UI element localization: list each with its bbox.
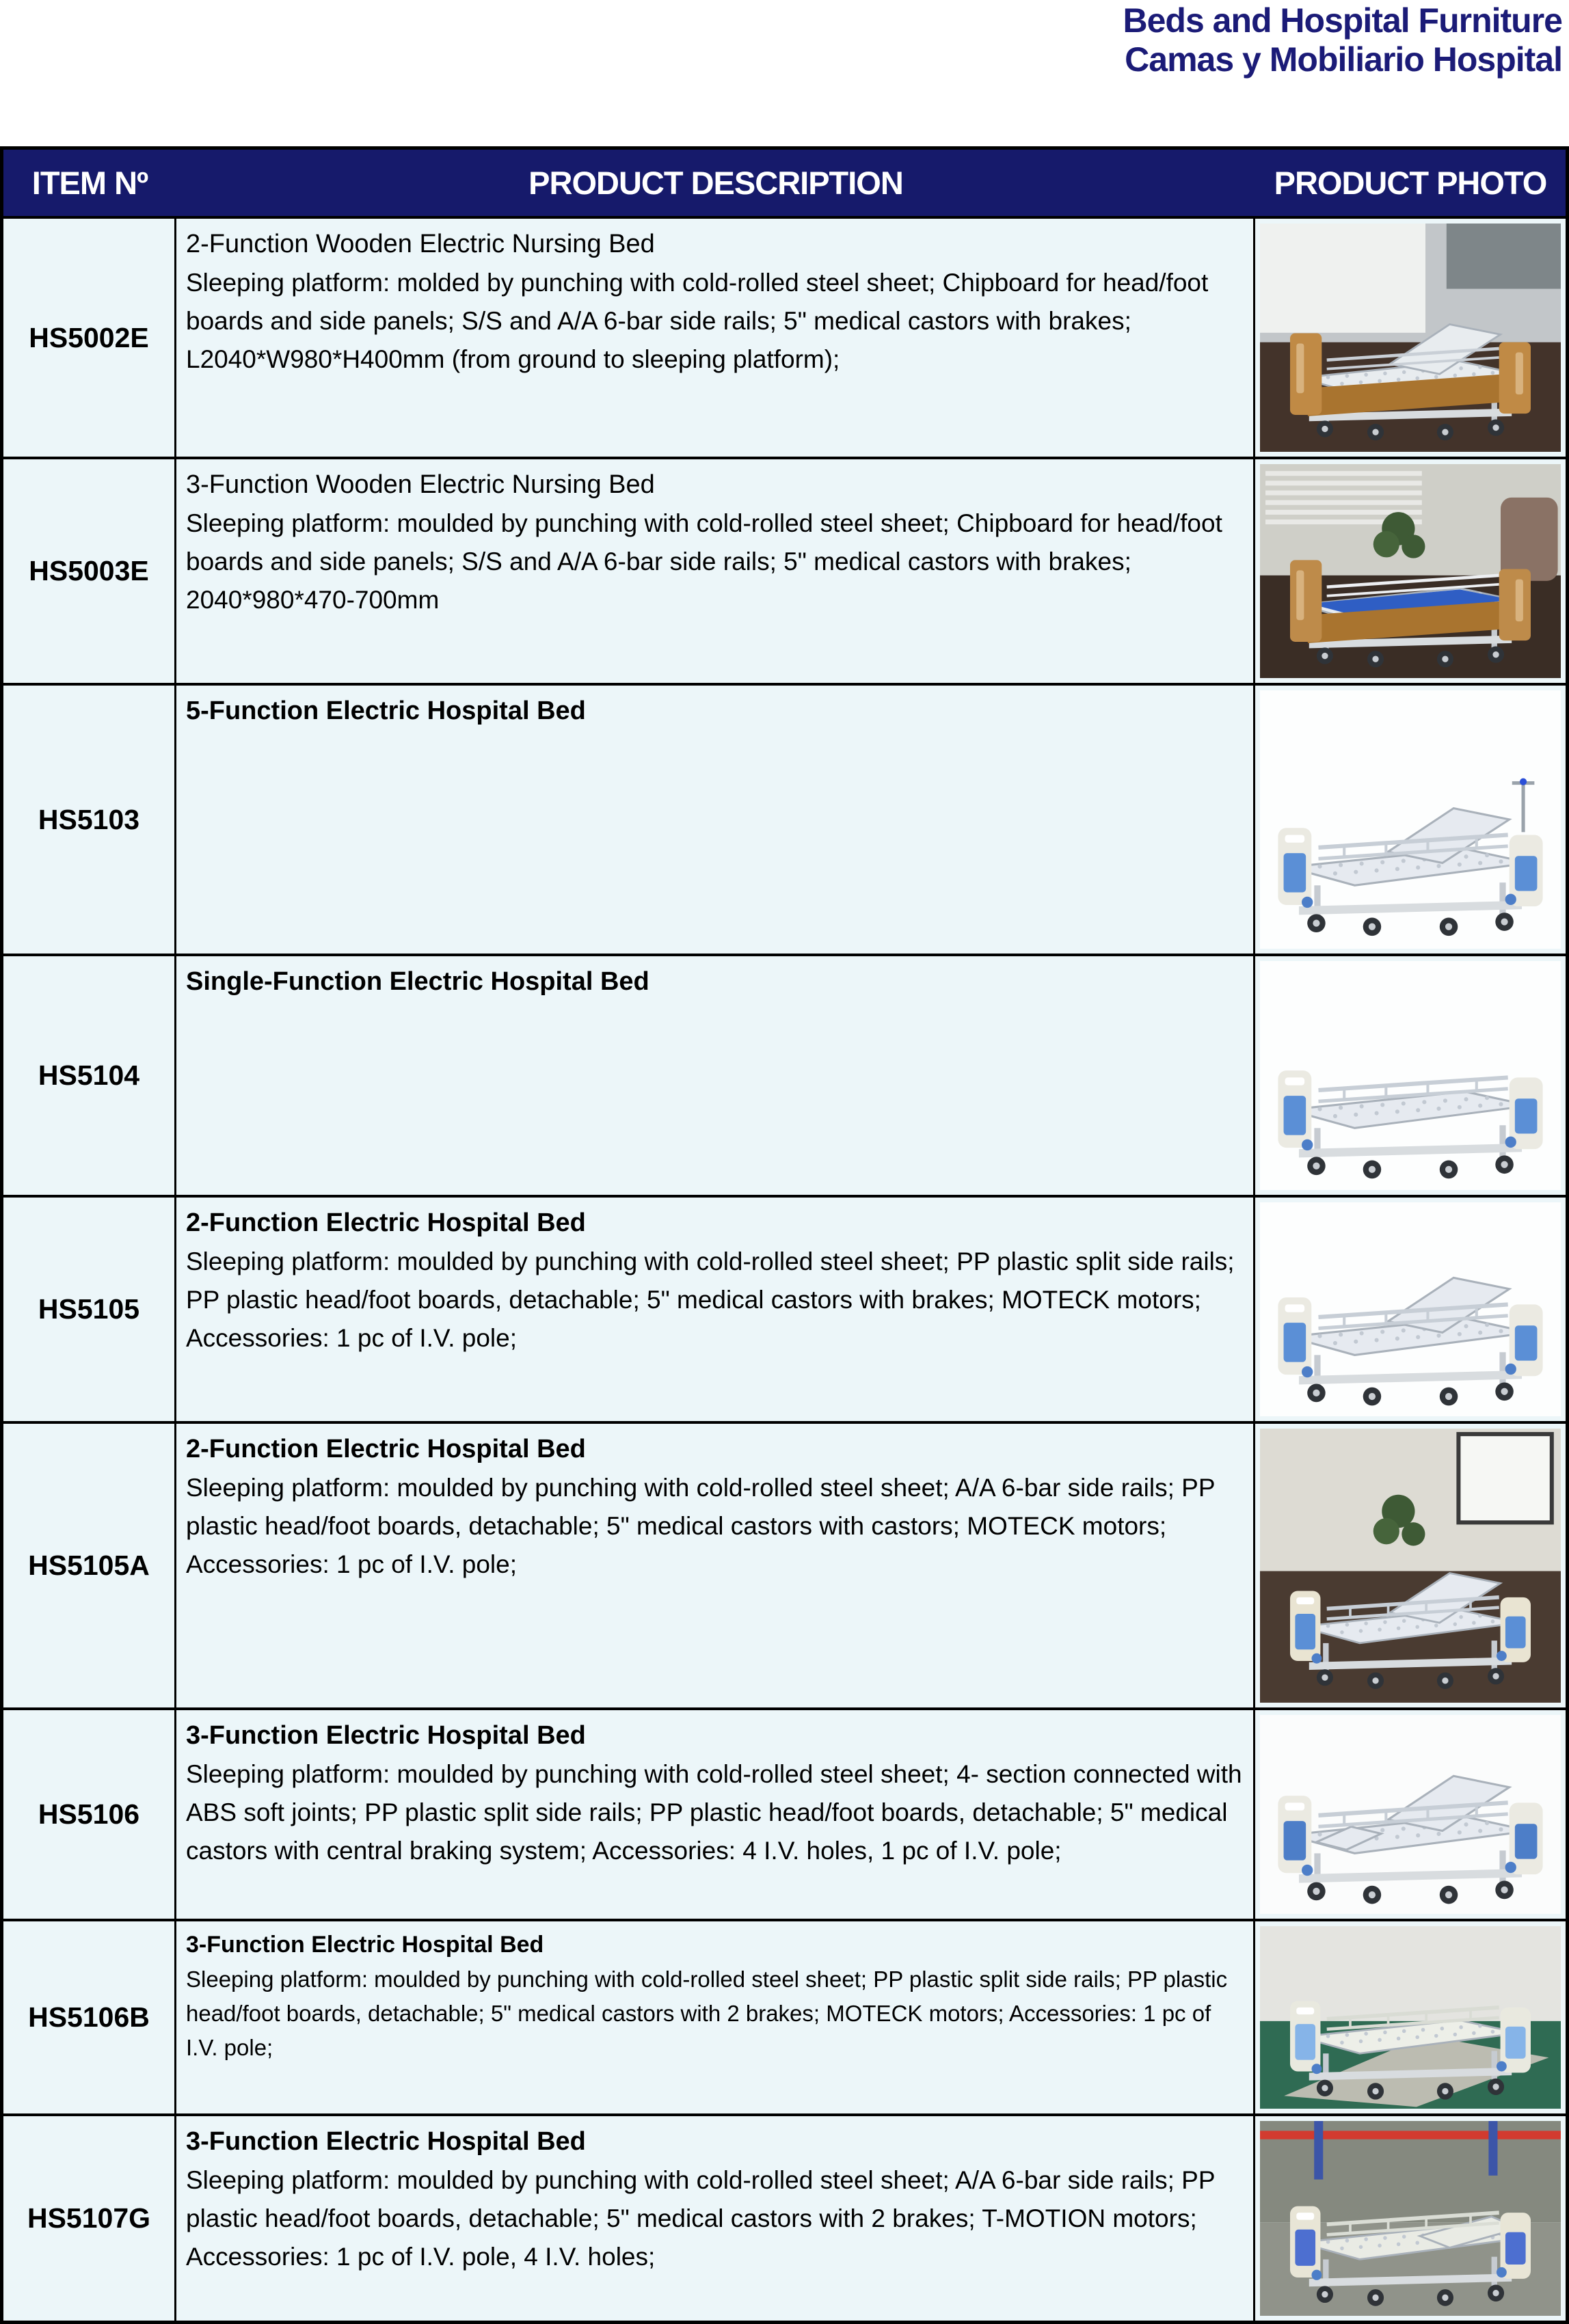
product-photo	[1260, 1202, 1561, 1416]
product-description-cell	[176, 219, 1255, 459]
product-photo-cell	[1255, 459, 1566, 686]
page-title-es: Camas y Mobiliario Hospital	[1125, 40, 1562, 79]
product-description-text: Sleeping platform: moulded by punching with cold-rolled steel sheet; Chipboard for head/foot boards and side panels; S/S and A/A 6-bar side rails; 5" medical castors with brakes; 2040*980*470-700mm	[186, 509, 1222, 614]
product-title: 2-Function Wooden Electric Nursing Bed	[186, 230, 655, 258]
product-row	[3, 2116, 1566, 2321]
page-title-en: Beds and Hospital Furniture	[1123, 1, 1562, 40]
product-row	[3, 219, 1566, 459]
product-row	[3, 459, 1566, 686]
product-description-text: Sleeping platform: moulded by punching with cold-rolled steel sheet; PP plastic split side rails; PP plastic head/foot boards, detachable; 5" medical castors with 2 brakes; MOTECK motors; Accessories: 1 pc of I.V. pole;	[186, 1967, 1228, 2060]
product-row	[3, 1424, 1566, 1710]
product-photo	[1260, 961, 1561, 1190]
product-description-text: Sleeping platform: molded by punching with cold-rolled steel sheet; Chipboard for head/foot boards and side panels; S/S and A/A 6-bar side rails; 5" medical castors with brakes; L2040*W980*H400mm (from ground to sleeping platform);	[186, 269, 1209, 373]
bed-illustration	[1260, 1429, 1561, 1703]
bed-illustration	[1260, 2121, 1561, 2316]
header-product-photo: PRODUCT PHOTO	[1255, 150, 1566, 219]
product-row	[3, 1198, 1566, 1424]
product-description-cell	[176, 686, 1255, 956]
item-number: HS5103	[3, 686, 176, 956]
product-description-text: Sleeping platform: moulded by punching with cold-rolled steel sheet; A/A 6-bar side rails; PP plastic head/foot boards, detachable; 5" medical castors with 2 brakes; T-MOTION motors; Accessories: 1 pc of I.V. pole, 4 I.V. holes;	[186, 2166, 1215, 2271]
product-description-cell	[176, 956, 1255, 1198]
product-title: 3-Function Electric Hospital Bed	[186, 1932, 544, 1958]
product-row	[3, 1921, 1566, 2116]
product-title: 2-Function Electric Hospital Bed	[186, 1208, 586, 1237]
bed-illustration	[1260, 1202, 1561, 1416]
product-photo	[1260, 690, 1561, 949]
product-description-cell	[176, 2116, 1255, 2321]
product-table	[0, 146, 1569, 2324]
product-title: 3-Function Wooden Electric Nursing Bed	[186, 470, 655, 499]
item-number: HS5104	[3, 956, 176, 1198]
item-number: HS5002E	[3, 219, 176, 459]
item-number: HS5107G	[3, 2116, 176, 2321]
item-number: HS5003E	[3, 459, 176, 686]
item-number: HS5105	[3, 1198, 176, 1424]
product-description-cell	[176, 1424, 1255, 1710]
product-photo	[1260, 2121, 1561, 2316]
product-description-cell	[176, 459, 1255, 686]
product-description-text: Sleeping platform: moulded by punching with cold-rolled steel sheet; PP plastic split side rails; PP plastic head/foot boards, detachable; 5" medical castors with brakes; MOTECK motors; Accessories: 1 pc of I.V. pole;	[186, 1247, 1235, 1352]
product-photo-cell	[1255, 2116, 1566, 2321]
bed-illustration	[1260, 224, 1561, 452]
product-title: Single-Function Electric Hospital Bed	[186, 967, 649, 996]
product-row	[3, 956, 1566, 1198]
item-number: HS5106B	[3, 1921, 176, 2116]
product-photo-cell	[1255, 1424, 1566, 1710]
product-photo	[1260, 1429, 1561, 1703]
product-title: 3-Function Electric Hospital Bed	[186, 2127, 586, 2156]
bed-illustration	[1260, 464, 1561, 678]
product-photo-cell	[1255, 1198, 1566, 1424]
table-body	[3, 219, 1566, 2321]
product-title: 3-Function Electric Hospital Bed	[186, 1721, 586, 1750]
product-photo-cell	[1255, 219, 1566, 459]
bed-illustration	[1260, 1926, 1561, 2109]
product-photo	[1260, 464, 1561, 678]
product-description-text: Sleeping platform: moulded by punching with cold-rolled steel sheet; A/A 6-bar side rails; PP plastic head/foot boards, detachable; 5" medical castors with castors; MOTECK motors; Accessories: 1 pc of I.V. pole;	[186, 1474, 1215, 1578]
item-number: HS5106	[3, 1710, 176, 1921]
product-photo-cell	[1255, 686, 1566, 956]
product-row	[3, 686, 1566, 956]
product-title: 2-Function Electric Hospital Bed	[186, 1435, 586, 1463]
bed-illustration	[1260, 961, 1561, 1190]
product-photo	[1260, 1926, 1561, 2109]
product-photo-cell	[1255, 956, 1566, 1198]
table-header-row	[3, 150, 1566, 219]
product-photo	[1260, 224, 1561, 452]
product-description-cell	[176, 1198, 1255, 1424]
header-product-description: PRODUCT DESCRIPTION	[176, 150, 1255, 219]
product-description-cell	[176, 1921, 1255, 2116]
product-description-cell	[176, 1710, 1255, 1921]
product-title: 5-Function Electric Hospital Bed	[186, 697, 586, 725]
header-item-no: ITEM Nº	[3, 150, 176, 219]
product-photo	[1260, 1715, 1561, 1914]
bed-illustration	[1260, 690, 1561, 949]
product-row	[3, 1710, 1566, 1921]
page-title	[1123, 1, 1562, 79]
product-description-text: Sleeping platform: moulded by punching with cold-rolled steel sheet; 4- section connected with ABS soft joints; PP plastic split side rails; PP plastic head/foot boards, detachable; 5" medical castors with central braking system; Accessories: 4 I.V. holes, 1 pc of I.V. pole;	[186, 1760, 1242, 1865]
product-photo-cell	[1255, 1921, 1566, 2116]
product-photo-cell	[1255, 1710, 1566, 1921]
item-number: HS5105A	[3, 1424, 176, 1710]
bed-illustration	[1260, 1715, 1561, 1914]
